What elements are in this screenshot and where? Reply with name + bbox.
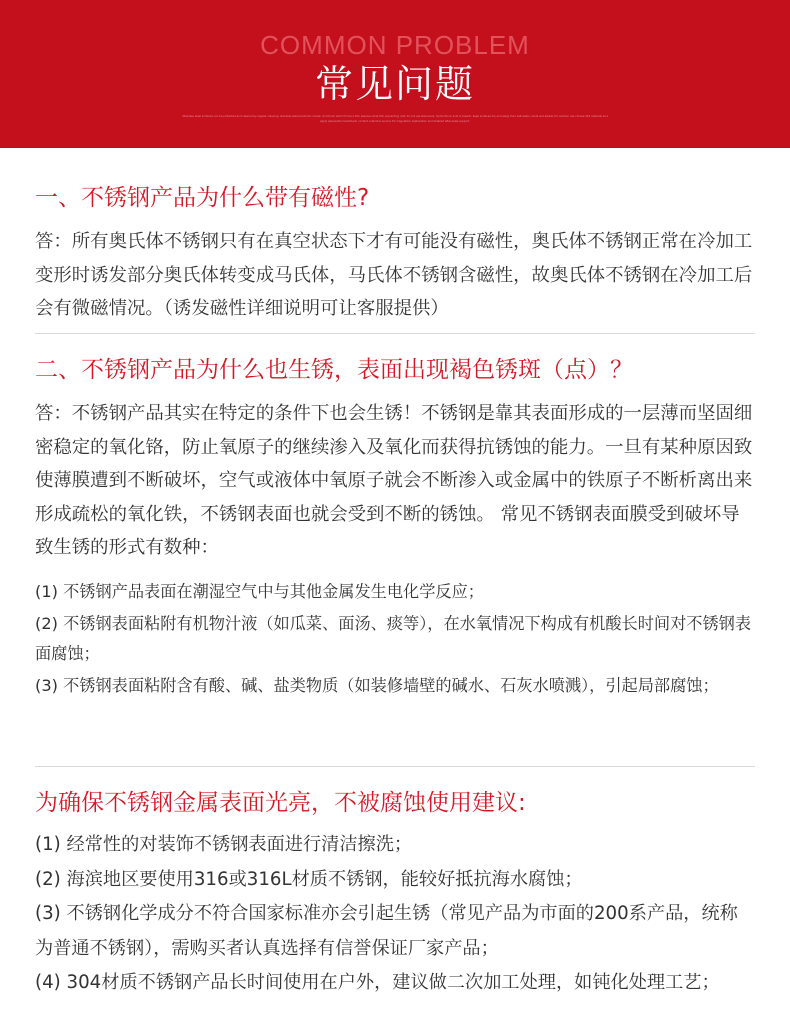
- list-item: (1) 经常性的对装饰不锈钢表面进行清洁擦洗；: [35, 834, 413, 855]
- question-1: [35, 183, 755, 326]
- list-item: (3) 不锈钢表面粘附含有酸、碱、盐类物质（如装修墙壁的碱水、石灰水喷溅），引起局部腐蚀；: [35, 675, 719, 695]
- usage-tips-heading: 为确保不锈钢金属表面光亮，不被腐蚀使用建议:: [35, 790, 526, 816]
- question-1-heading: 一、不锈钢产品为什么带有磁性?: [35, 185, 370, 211]
- question-2: [35, 355, 755, 701]
- usage-tips-list: [35, 828, 755, 1001]
- list-item: (2) 不锈钢表面粘附有机物汁液（如瓜菜、面汤、痰等），在水氧情况下构成有机酸长时间对不锈钢表面腐蚀；: [35, 613, 752, 663]
- banner-fine-print: Stainless steel surfaces can be protected and cleaned by regular cleaning; stainless steel products contain chromium which forms a thin passive oxide film preventing rust; do not use steel wool, hydrochloric acid or bleach; keep surfaces dry and away from salt water, acids and alkalis; for outdoor use choose 316 material and apply passivation treatment; contact customer service for magnetism explanation and detailed after-sales support.: [182, 115, 608, 123]
- usage-tips: [35, 788, 755, 1001]
- banner-title-en: COMMON PROBLEM: [260, 30, 530, 60]
- question-2-answer: 答：不锈钢产品其实在特定的条件下也会生锈！不锈钢是靠其表面形成的一层薄而坚固细密稳定的氧化铬，防止氧原子的继续渗入及氧化而获得抗锈蚀的能力。一旦有某种原因致使薄膜遭到不断破坏，空气或液体中氧原子就会不断渗入或金属中的铁原子不断析离出来形成疏松的氧化铁，不锈钢表面也就会受到不断的锈蚀。 常见不锈钢表面膜受到破坏导致生锈的形式有数种：: [35, 403, 753, 558]
- question-2-heading: 二、不锈钢产品为什么也生锈，表面出现褐色锈斑（点）？: [35, 357, 633, 383]
- list-item: (4) 304材质不锈钢产品长时间使用在户外，建议做二次加工处理，如钝化处理工艺；: [35, 972, 720, 993]
- header-banner: [0, 0, 790, 148]
- list-item: (1) 不锈钢产品表面在潮湿空气中与其他金属发生电化学反应；: [35, 581, 484, 601]
- rust-cause-list: [35, 577, 755, 701]
- list-item: (3) 不锈钢化学成分不符合国家标准亦会引起生锈（常见产品为市面的200系产品，统称为普通不锈钢），需购买者认真选择有信誉保证厂家产品；: [35, 903, 738, 959]
- section-divider: [35, 333, 755, 334]
- list-item: (2) 海滨地区要使用316或316L材质不锈钢，能较好抵抗海水腐蚀；: [35, 868, 583, 890]
- section-divider: [35, 766, 755, 767]
- question-1-answer: 答：所有奥氏体不锈钢只有在真空状态下才有可能没有磁性，奥氏体不锈钢正常在冷加工变形时诱发部分奥氏体转变成马氏体，马氏体不锈钢含磁性，故奥氏体不锈钢在冷加工后会有微磁情况。（诱发磁性详细说明可让客服提供）: [35, 231, 753, 319]
- banner-title-cn: 常见问题: [314, 62, 475, 106]
